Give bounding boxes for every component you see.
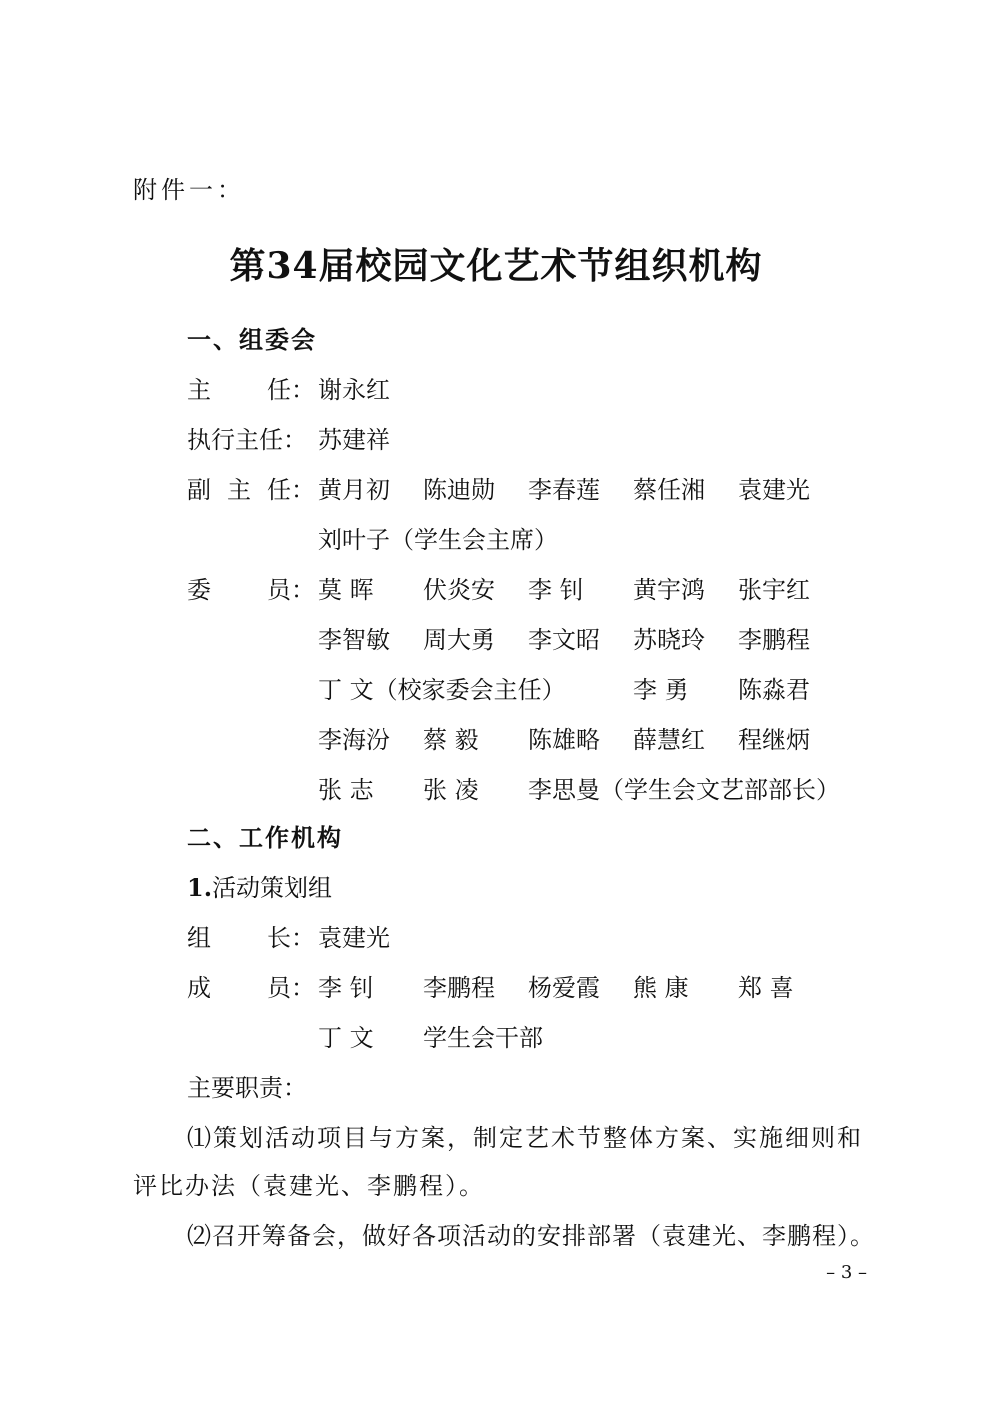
group1-members-label: 成 员： xyxy=(187,974,315,1002)
name-item: 莫 晖 xyxy=(318,576,374,604)
members-row4 xyxy=(318,720,843,755)
name-item: 学生会干部 xyxy=(423,1024,543,1052)
name-item: 丁 文（校家委会主任） xyxy=(318,676,566,704)
director-label: 主 任： xyxy=(187,376,315,404)
name-item: 黄宇鸿 xyxy=(633,576,705,604)
duty-2: ⑵召开筹备会，做好各项活动的安排部署（袁建光、李鹏程）。 xyxy=(187,1222,875,1250)
name-item: 杨爱霞 xyxy=(528,974,600,1002)
name-item: 张宇红 xyxy=(738,576,810,604)
name-item: 李鹏程 xyxy=(738,626,810,654)
vice-director-names-row1 xyxy=(318,470,843,505)
name-item: 蔡 毅 xyxy=(423,726,479,754)
name-item: 伏炎安 xyxy=(423,576,495,604)
name-item: 蔡任湘 xyxy=(633,476,705,504)
name-item: 李文昭 xyxy=(528,626,600,654)
name-item: 李 钊 xyxy=(528,576,584,604)
name-item: 苏晓玲 xyxy=(633,626,705,654)
duty-1-line-1: ⑴策划活动项目与方案，制定艺术节整体方案、实施细则和 xyxy=(187,1124,863,1152)
group1-members-row2 xyxy=(318,1018,543,1053)
name-item: 李智敏 xyxy=(318,626,390,654)
section1-heading: 一、组委会 xyxy=(187,325,317,354)
name-item: 李 钊 xyxy=(318,974,374,1002)
name-item: 陈迪勋 xyxy=(423,476,495,504)
vice-director-label: 副 主 任： xyxy=(187,476,315,504)
members-row3 xyxy=(318,670,843,705)
name-item: 李鹏程 xyxy=(423,974,495,1002)
exec-director-label: 执行主任： xyxy=(187,426,307,454)
group1-members-row1 xyxy=(318,968,843,1003)
name-item: 丁 文 xyxy=(318,1024,374,1052)
duty-1-line-2: 评比办法（袁建光、李鹏程）。 xyxy=(133,1172,485,1200)
page-number: – 3 – xyxy=(826,1262,867,1283)
exec-director-value: 苏建祥 xyxy=(318,426,390,454)
name-item: 李春莲 xyxy=(528,476,600,504)
name-item: 陈雄略 xyxy=(528,726,600,754)
page-title: 第34届校园文化艺术节组织机构 xyxy=(229,245,763,287)
name-item: 陈淼君 xyxy=(738,676,810,704)
members-row5 xyxy=(318,770,840,805)
group1-title: 1.活动策划组 xyxy=(187,873,333,902)
name-item: 熊 康 xyxy=(633,974,689,1002)
name-item: 薛慧红 xyxy=(633,726,705,754)
name-item: 郑 喜 xyxy=(738,974,794,1002)
group1-leader-value: 袁建光 xyxy=(318,924,390,952)
name-item: 程继炳 xyxy=(738,726,810,754)
name-item: 李海汾 xyxy=(318,726,390,754)
name-item: 黄月初 xyxy=(318,476,390,504)
name-item: 袁建光 xyxy=(738,476,810,504)
group1-leader-label: 组 长： xyxy=(187,924,315,952)
name-item: 周大勇 xyxy=(423,626,495,654)
name-item: 李 勇 xyxy=(633,676,689,704)
members-row1 xyxy=(318,570,843,605)
vice-director-names-row2: 刘叶子（学生会主席） xyxy=(318,526,558,554)
name-item: 张 志 xyxy=(318,776,374,804)
name-item: 张 凌 xyxy=(423,776,479,804)
duties-label: 主要职责： xyxy=(187,1074,307,1102)
members-label: 委 员： xyxy=(187,576,315,604)
director-value: 谢永红 xyxy=(318,376,390,404)
section2-heading: 二、工作机构 xyxy=(187,823,343,852)
members-row2 xyxy=(318,620,843,655)
attachment-label: 附件一： xyxy=(133,176,245,204)
name-item: 李思曼（学生会文艺部部长） xyxy=(528,776,840,804)
